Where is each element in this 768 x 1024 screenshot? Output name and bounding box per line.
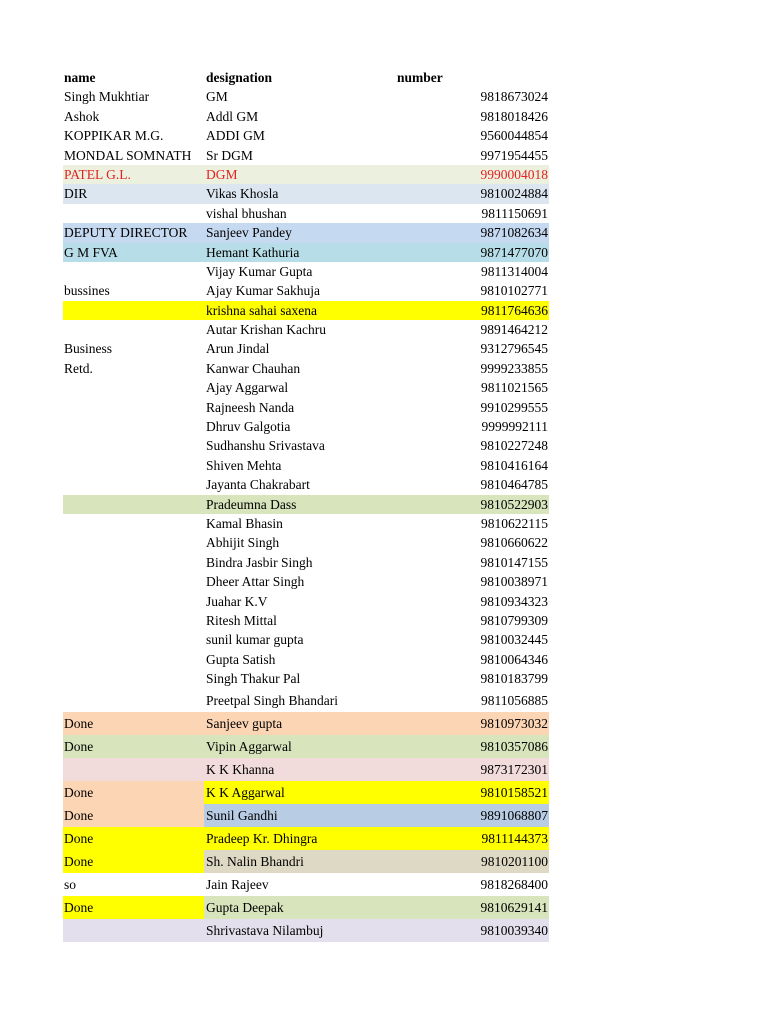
cell-number[interactable]: 9312796545: [480, 341, 548, 357]
cell-name[interactable]: [63, 204, 205, 223]
table-row: [63, 359, 549, 378]
cell-number[interactable]: 9811764636: [434, 301, 549, 320]
cell-designation[interactable]: sunil kumar gupta: [206, 632, 304, 648]
cell-number[interactable]: 9810032445: [480, 632, 548, 648]
cell-designation[interactable]: Ritesh Mittal: [206, 612, 277, 628]
table-row: [63, 436, 549, 455]
cell-name[interactable]: [63, 320, 205, 339]
table-row: [63, 735, 549, 758]
cell-name[interactable]: G M FVA: [63, 243, 205, 262]
cell-name[interactable]: [63, 689, 205, 712]
cell-designation[interactable]: Shiven Mehta: [206, 457, 282, 473]
cell-number[interactable]: 9810622115: [481, 515, 548, 531]
table-row: [63, 850, 549, 873]
table-body: [63, 87, 549, 941]
cell-number[interactable]: 9873172301: [434, 758, 549, 781]
table-row: [63, 896, 549, 919]
cell-designation[interactable]: Vikas Khosla: [204, 184, 436, 203]
cell-designation[interactable]: Bindra Jasbir Singh: [206, 554, 313, 570]
cell-number[interactable]: 9811056885: [481, 692, 548, 708]
cell-designation[interactable]: vishal bhushan: [206, 205, 287, 221]
cell-number[interactable]: 9811021565: [481, 380, 548, 396]
table-row: [63, 87, 549, 106]
table-row: [63, 553, 549, 572]
cell-name[interactable]: bussines: [64, 283, 110, 299]
cell-name[interactable]: [63, 611, 205, 630]
cell-name[interactable]: Done: [63, 781, 205, 804]
cell-name[interactable]: so: [64, 876, 77, 892]
table-row: [63, 804, 549, 827]
cell-number[interactable]: 9811314004: [481, 263, 548, 279]
table-row: [63, 243, 549, 262]
cell-name[interactable]: [63, 262, 205, 281]
cell-number[interactable]: 9810464785: [480, 477, 548, 493]
table-row: [63, 223, 549, 242]
table-row: [63, 873, 549, 896]
table-row: [63, 281, 549, 300]
cell-designation[interactable]: Vipin Aggarwal: [204, 735, 436, 758]
cell-number[interactable]: 9811150691: [481, 205, 548, 221]
table-row: [63, 758, 549, 781]
table-row: [63, 456, 549, 475]
table-row: [63, 165, 549, 184]
table-row: [63, 320, 549, 339]
cell-number[interactable]: 9999992111: [481, 419, 548, 435]
table-row: [63, 107, 549, 126]
table-row: [63, 689, 549, 712]
cell-name[interactable]: Done: [63, 735, 205, 758]
cell-designation[interactable]: Ajay Aggarwal: [206, 380, 289, 396]
cell-name[interactable]: Done: [63, 712, 205, 735]
table-row: [63, 630, 549, 649]
cell-number[interactable]: 9810416164: [480, 457, 548, 473]
table-row: [63, 514, 549, 533]
cell-designation[interactable]: Preetpal Singh Bhandari: [206, 692, 338, 708]
table-row: [63, 827, 549, 850]
cell-designation[interactable]: Jain Rajeev: [206, 876, 269, 892]
cell-number[interactable]: 9810064346: [480, 651, 548, 667]
table-row: [63, 781, 549, 804]
cell-name[interactable]: Ashok: [64, 108, 100, 124]
cell-designation[interactable]: krishna sahai saxena: [204, 301, 436, 320]
cell-name[interactable]: [63, 475, 205, 494]
cell-name[interactable]: KOPPIKAR M.G.: [64, 128, 164, 144]
cell-designation[interactable]: Sh. Nalin Bhandri: [204, 850, 436, 873]
table-row: [63, 184, 549, 203]
cell-name[interactable]: Singh Mukhtiar: [64, 89, 150, 105]
cell-name[interactable]: [63, 533, 205, 552]
header-number[interactable]: number: [397, 70, 443, 85]
cell-number[interactable]: 9810227248: [480, 438, 548, 454]
cell-designation[interactable]: Pradeumna Dass: [204, 495, 436, 514]
cell-number[interactable]: 9910299555: [480, 399, 548, 415]
cell-designation[interactable]: Sanjeev gupta: [204, 712, 436, 735]
cell-number[interactable]: 9818268400: [480, 876, 548, 892]
cell-designation[interactable]: Arun Jindal: [206, 341, 270, 357]
cell-number[interactable]: 9818673024: [480, 89, 548, 105]
cell-name[interactable]: DIR: [63, 184, 205, 203]
cell-designation[interactable]: Dhruv Galgotia: [206, 419, 291, 435]
cell-name[interactable]: Done: [63, 850, 205, 873]
table-row: [63, 378, 549, 397]
cell-designation[interactable]: GM: [206, 89, 228, 105]
cell-name[interactable]: [63, 919, 205, 942]
cell-designation[interactable]: Addl GM: [206, 108, 259, 124]
header-designation[interactable]: designation: [206, 70, 273, 85]
cell-number[interactable]: 9810973032: [434, 712, 549, 735]
table-row: [63, 495, 549, 514]
cell-name[interactable]: PATEL G.L.: [63, 165, 205, 184]
table-row: [63, 919, 549, 942]
cell-number[interactable]: 9810024884: [434, 184, 549, 203]
cell-name[interactable]: [63, 417, 205, 436]
cell-designation[interactable]: Pradeep Kr. Dhingra: [204, 827, 436, 850]
cell-designation[interactable]: ADDI GM: [206, 128, 265, 144]
header-name[interactable]: name: [64, 70, 96, 85]
cell-name[interactable]: [63, 301, 205, 320]
table-row: [63, 204, 549, 223]
cell-designation[interactable]: Sanjeev Pandey: [204, 223, 436, 242]
cell-name[interactable]: [63, 514, 205, 533]
cell-name[interactable]: [63, 436, 205, 455]
cell-name[interactable]: Done: [63, 896, 205, 919]
cell-number[interactable]: 9971954455: [480, 147, 548, 163]
cell-number[interactable]: 9810799309: [480, 612, 548, 628]
cell-name[interactable]: [63, 669, 205, 688]
contact-sheet: [63, 68, 549, 942]
cell-designation[interactable]: Dheer Attar Singh: [206, 574, 305, 590]
cell-number[interactable]: 9990004018: [434, 165, 549, 184]
cell-number[interactable]: 9810201100: [434, 850, 549, 873]
cell-name[interactable]: DEPUTY DIRECTOR: [63, 223, 205, 242]
table-row: [63, 339, 549, 358]
cell-designation[interactable]: Rajneesh Nanda: [206, 399, 295, 415]
cell-number[interactable]: 9818018426: [480, 108, 548, 124]
cell-designation[interactable]: Gupta Deepak: [204, 896, 436, 919]
table-row: [63, 712, 549, 735]
cell-name[interactable]: [63, 495, 205, 514]
cell-designation[interactable]: Sr DGM: [206, 147, 253, 163]
cell-number[interactable]: 9810038971: [480, 574, 548, 590]
cell-name[interactable]: [63, 630, 205, 649]
cell-designation[interactable]: K K Khanna: [204, 758, 436, 781]
cell-name[interactable]: Done: [63, 827, 205, 850]
table-row: [63, 301, 549, 320]
cell-designation[interactable]: Ajay Kumar Sakhuja: [206, 283, 320, 299]
cell-number[interactable]: 9810183799: [480, 671, 548, 687]
cell-number[interactable]: 9810158521: [434, 781, 549, 804]
cell-number[interactable]: 9811144373: [434, 827, 549, 850]
table-row: [63, 398, 549, 417]
cell-number[interactable]: 9560044854: [480, 128, 548, 144]
table-row: [63, 650, 549, 669]
table-row: [63, 417, 549, 436]
cell-number[interactable]: 9871477070: [434, 243, 549, 262]
cell-number[interactable]: 9810102771: [480, 283, 548, 299]
cell-name[interactable]: [63, 456, 205, 475]
cell-designation[interactable]: Autar Krishan Kachru: [206, 322, 326, 338]
cell-name[interactable]: [63, 553, 205, 572]
cell-designation[interactable]: Singh Thakur Pal: [206, 671, 301, 687]
cell-designation[interactable]: Kamal Bhasin: [206, 515, 283, 531]
cell-designation[interactable]: Hemant Kathuria: [204, 243, 436, 262]
cell-name[interactable]: [63, 650, 205, 669]
table-row: [63, 669, 549, 688]
cell-number[interactable]: 9891068807: [434, 804, 549, 827]
cell-number[interactable]: 9810934323: [480, 593, 548, 609]
table-row: [63, 262, 549, 281]
cell-name[interactable]: MONDAL SOMNATH: [64, 147, 192, 163]
cell-number[interactable]: 9810147155: [480, 554, 548, 570]
cell-designation[interactable]: Jayanta Chakrabart: [206, 477, 310, 493]
cell-designation[interactable]: Kanwar Chauhan: [206, 360, 301, 376]
cell-name[interactable]: Retd.: [64, 360, 93, 376]
cell-designation[interactable]: Shrivastava Nilambuj: [204, 919, 436, 942]
cell-number[interactable]: 9810039340: [434, 919, 549, 942]
cell-number[interactable]: 9810357086: [434, 735, 549, 758]
cell-name[interactable]: [63, 572, 205, 591]
cell-name[interactable]: Done: [63, 804, 205, 827]
cell-name[interactable]: [63, 592, 205, 611]
cell-designation[interactable]: Sunil Gandhi: [204, 804, 436, 827]
cell-name[interactable]: [63, 378, 205, 397]
cell-name[interactable]: [63, 758, 205, 781]
cell-designation[interactable]: K K Aggarwal: [204, 781, 436, 804]
table-row: [63, 126, 549, 145]
table-row: [63, 475, 549, 494]
table-row: [63, 611, 549, 630]
cell-designation[interactable]: Sudhanshu Srivastava: [206, 438, 325, 454]
cell-number[interactable]: 9810660622: [480, 535, 548, 551]
table-row: [63, 533, 549, 552]
cell-number[interactable]: 9999233855: [480, 360, 548, 376]
table-row: [63, 572, 549, 591]
table-row: [63, 592, 549, 611]
cell-designation[interactable]: DGM: [204, 165, 436, 184]
cell-name[interactable]: [63, 398, 205, 417]
cell-number[interactable]: 9891464212: [480, 322, 548, 338]
cell-name[interactable]: Business: [64, 341, 113, 357]
cell-designation[interactable]: Juahar K.V: [206, 593, 268, 609]
cell-number[interactable]: 9810522903: [434, 495, 549, 514]
cell-designation[interactable]: Abhijit Singh: [206, 535, 280, 551]
cell-designation[interactable]: Vijay Kumar Gupta: [206, 263, 313, 279]
table-row: [63, 146, 549, 165]
cell-number[interactable]: 9810629141: [434, 896, 549, 919]
header-row: [63, 68, 549, 87]
cell-designation[interactable]: Gupta Satish: [206, 651, 276, 667]
cell-number[interactable]: 9871082634: [434, 223, 549, 242]
